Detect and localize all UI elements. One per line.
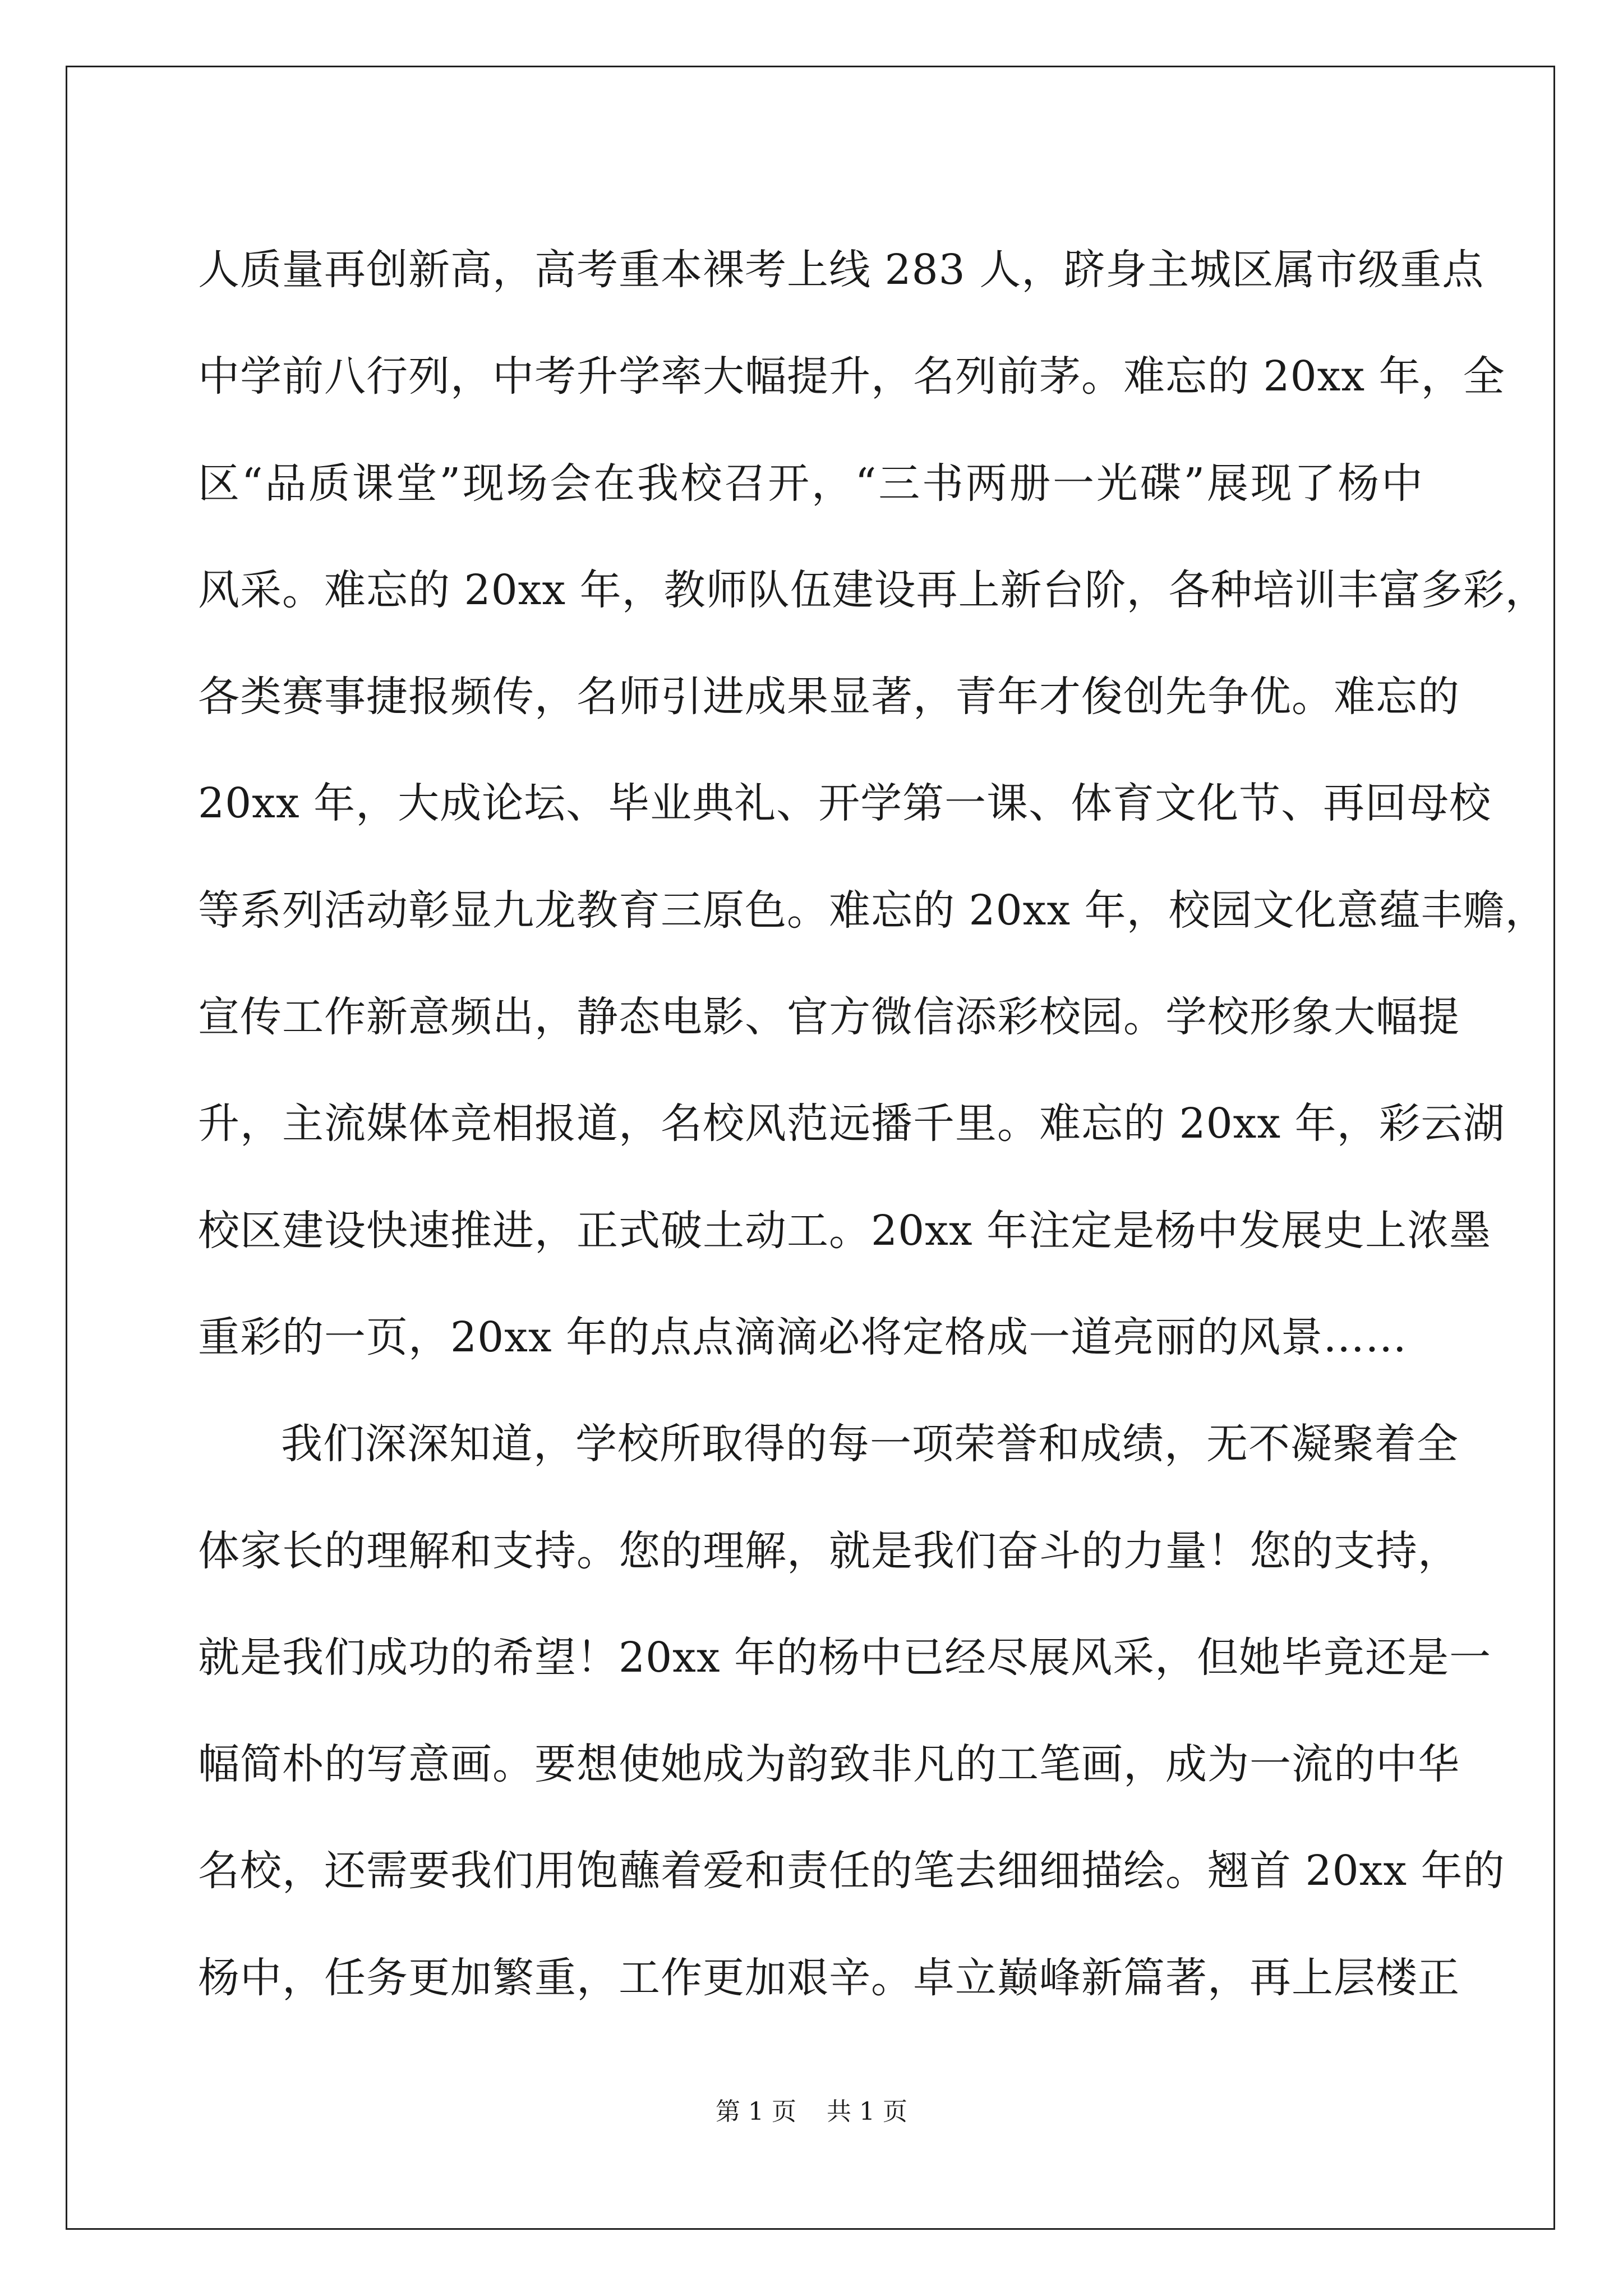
text-line: 区“品质课堂”现场会在我校召开，“三书两册一光碟”展现了杨中 (198, 459, 1423, 508)
text-line: 升，主流媒体竞相报道，名校风范远播千里。难忘的 20xx 年，彩云湖 (198, 1099, 1505, 1148)
text-line: 中学前八行列，中考升学率大幅提升，名列前茅。难忘的 20xx 年，全 (198, 352, 1505, 401)
text-line: 等系列活动彰显九龙教育三原色。难忘的 20xx 年，校园文化意蕴丰赡， (198, 886, 1547, 935)
text-line: 各类赛事捷报频传，名师引进成果显著，青年才俊创先争优。难忘的 (198, 673, 1460, 721)
page-number: 第 1 页 (716, 2097, 796, 2126)
text-line: 名校，还需要我们用饱蘸着爱和责任的笔去细细描绘。翘首 20xx 年的 (198, 1847, 1505, 1895)
document-body (198, 217, 1547, 2031)
text-line: 人质量再创新高，高考重本裸考上线 283 人，跻身主城区属市级重点 (198, 246, 1484, 294)
text-line: 杨中，任务更加繁重，工作更加艰辛。卓立巅峰新篇著，再上层楼正 (198, 1953, 1460, 2002)
text-line: 体家长的理解和支持。您的理解，就是我们奋斗的力量！您的支持， (198, 1526, 1460, 1575)
text-line: 风采。难忘的 20xx 年，教师队伍建设再上新台阶，各种培训丰富多彩， (198, 565, 1547, 614)
text-line: 宣传工作新意频出，静态电影、官方微信添彩校园。学校形象大幅提 (198, 993, 1460, 1042)
paragraph-first-line: 我们深深知道，学校所取得的每一项荣誉和成绩，无不凝聚着全 (281, 1420, 1459, 1469)
page-total: 共 1 页 (827, 2097, 907, 2126)
text-line: 20xx 年，大成论坛、毕业典礼、开学第一课、体育文化节、再回母校 (198, 779, 1492, 828)
text-line: 就是我们成功的希望！20xx 年的杨中已经尽展风采，但她毕竟还是一 (198, 1633, 1492, 1682)
text-line: 重彩的一页，20xx 年的点点滴滴必将定格成一道亮丽的风景…… (198, 1313, 1408, 1361)
text-line: 校区建设快速推进，正式破土动工。20xx 年注定是杨中发展史上浓墨 (198, 1206, 1492, 1255)
page-footer (0, 2095, 1623, 2129)
text-line: 幅简朴的写意画。要想使她成为韵致非凡的工笔画，成为一流的中华 (198, 1740, 1460, 1789)
